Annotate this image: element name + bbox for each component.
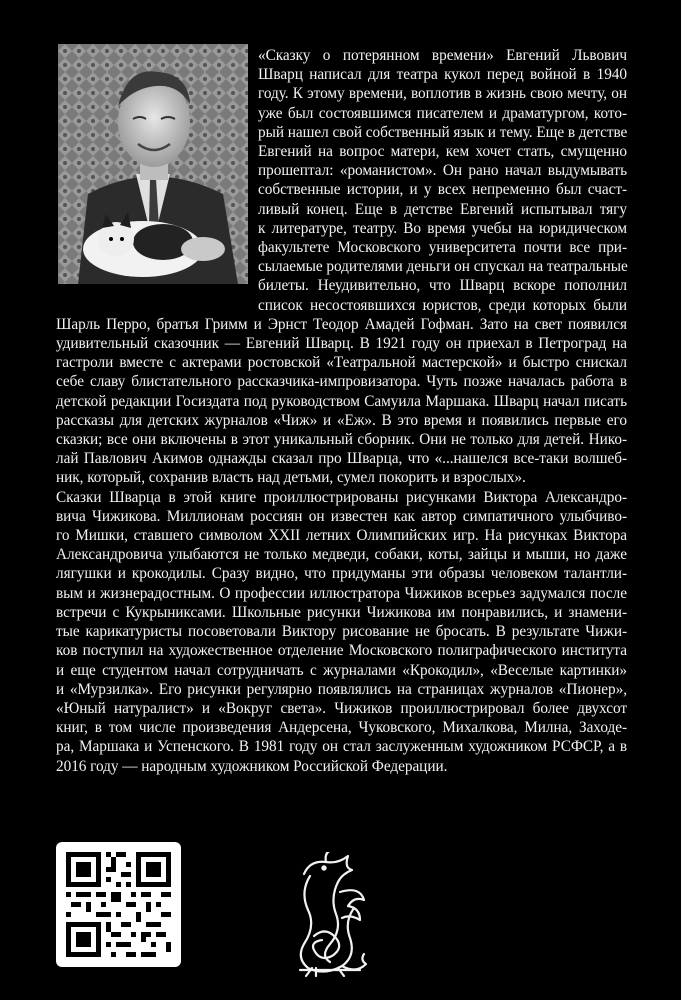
text-line: ра, Маршака и Успенского. В 1981 году он стал заслуженным художником РСФСР, а в (56, 738, 627, 756)
text-line: встречи с Кукрыниксами. Школьные рисунки Чижикова им понравились, и знамени- (56, 603, 627, 621)
paragraph-chizhikov (56, 488, 627, 776)
text-line: лай Павлович Акимов однажды сказал про Шварца, что «...нашелся все-таки волшеб- (56, 450, 627, 468)
text-line: Сказки Шварца в этой книге проиллюстрированы рисунками Виктора Александро- (56, 488, 627, 506)
text-line: к литературе, театру. Во время учебы на юридическом (258, 219, 627, 237)
text-line: гастроли вместе с актерами ростовской «Театральной мастерской» и быстро снискал (56, 354, 627, 372)
text-line: и «Мурзилка». Его рисунки регулярно появлялись на страницах журналов «Пионер», (56, 680, 627, 698)
text-line: и еще студентом начал сотрудничать с журналами «Крокодил», «Веселые картинки» (56, 661, 627, 679)
text-line: удивительный сказочник — Евгений Шварц. В 1921 году он приехал в Петроград на (56, 335, 627, 353)
text-line: вым и жизнерадостным. О профессии иллюстратора Чижиков всерьез задумался после (56, 584, 627, 602)
text-line: себе славу блистательного рассказчика-импровизатора. Чуть позже началась работа в (56, 373, 627, 391)
annotation-text (56, 46, 627, 776)
text-line: рассказы для детских журналов «Чиж» и «Еж». В это время и появились первые его (56, 411, 627, 429)
text-line: билеты. Неудивительно, что Шварц вскоре пополнил (258, 277, 627, 295)
text-line: факультете Московского университета почти все при- (258, 239, 627, 257)
text-line: ник, который, сохранив власть над детьми, сумел покорить и взрослых». (56, 469, 526, 487)
text-line: уже был состоявшимся писателем и драматургом, кото- (258, 104, 627, 122)
text-line: рый нашел свой собственный язык и тему. Еще в детстве (258, 123, 628, 141)
text-line: 2016 году — народным художником Российской Федерации. (56, 757, 448, 775)
text-line: прошептал: «романистом». Он рано начал выдумывать (258, 162, 627, 180)
text-line: детской редакции Госиздата под руководством Самуила Маршака. Шварц начал писать (56, 392, 627, 410)
text-line: «Сказку о потерянном времени» Евгений Львович (258, 47, 627, 64)
text-line: ков поступил на художественное отделение Московского полиграфического института (56, 642, 627, 660)
text-line: Шарль Перро, братья Гримм и Эрнст Теодор Амадей Гофман. Зато на свет появился (56, 315, 627, 333)
publisher-logo (290, 852, 370, 977)
text-line: ливый конец. Еще в детстве Евгений испытывал тягу (258, 200, 627, 218)
text-line: го Мишки, ставшего символом XXII летних Олимпийских игр. На рисунках Виктора (56, 527, 627, 545)
text-line: книг, в том числе произведения Андерсена, Чуковского, Михалкова, Милна, Заходе- (56, 719, 627, 737)
text-line: сказки; все они включены в этот уникальный сборник. Они не только для детей. Нико- (56, 431, 627, 449)
text-line: Александровича улыбаются не только медведи, собаки, коты, зайцы и мыши, но даже (56, 546, 627, 564)
text-line: Евгений на вопрос матери, кем хочет стать, смущенно (258, 143, 627, 161)
text-line: «Юный натуралист» и «Вокруг света». Чижиков проиллюстрировал более двухсот (56, 699, 627, 717)
text-line: тые карикатуристы посоветовали Виктору рисование не бросать. В результате Чижи- (56, 623, 627, 641)
text-line: году. К этому времени, воплотив в жизнь свою мечту, он (258, 85, 627, 103)
text-line: список несостоявшихся юристов, среди которых были (258, 296, 627, 314)
text-line: вича Чижикова. Миллионам россиян он известен как автор симпатичного улыбчиво- (56, 507, 627, 525)
qr-code-icon (66, 852, 171, 957)
paragraph-schwarz (56, 46, 627, 488)
dragon-publisher-logo-icon (290, 852, 370, 977)
text-line: Шварц написал для театра кукол перед войной в 1940 (258, 66, 627, 84)
text-line: собственные истории, и у всех непременно был счаст- (258, 181, 627, 199)
qr-code[interactable] (56, 842, 181, 967)
text-line: лягушки и крокодилы. Сразу видно, что придуманы эти образы человеком талантли- (56, 565, 627, 583)
text-line: сылаемые родителями деньги он спускал на театральные (258, 258, 628, 276)
